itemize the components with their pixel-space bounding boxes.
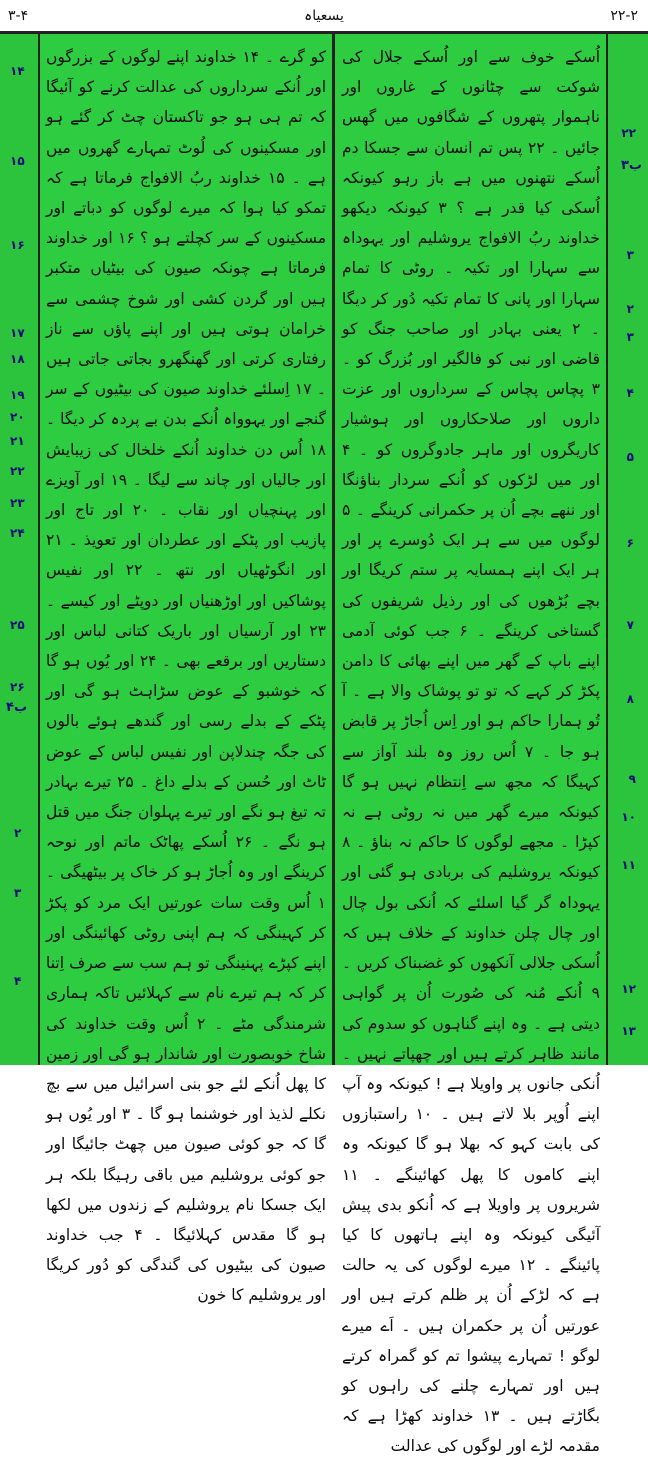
verse-number: ۱۹	[10, 388, 25, 402]
verse-number: ۱۲	[621, 982, 636, 996]
left-text-column: کو گرے ۔ ۱۴ خداوند اپنے لوگوں کے بزرگوں اور اُنکے سرداروں کی عدالت کرنے کو آئیگا کہ تم ہی ہو جو تاکستان چٹ کر گئے ہو اور مسکینوں کی لُوٹ تمہارے گھروں میں ہے ۔ ۱۵ خداوند ربُ الافواج فرماتا ہے کہ تمکو کیا ہوا کہ میرے لوگوں کو دباتے اور مسکینوں کے سر کچلتے ہو ؟ ۱۶ اور خداوند فرماتا ہے چونکہ صیون کی بیٹیاں متکبر ہیں اور گردن کشی اور شوخ چشمی سے خرامان ہوتی ہیں اور اپنے پاؤں سے ناز رفتاری کرتی اور گھنگھرو بجاتی جاتی ہیں ۔ ۱۷ اِسلئے خداوند صیون کی بیٹیوں کے سر گنجے اور یہوواہ اُنکے بدن بے پردہ کر دیگا ۔ ۱۸ اُس دن خداوند اُنکے خلخال کی زیبایش اور جالیاں اور چاند سے لیگا ۔ ۱۹ اور آویزے اور پہنچیاں اور نقاب ۔ ۲۰ اور تاج اور پازیب اور پٹکے اور عطردان اور تعویذ ۔ ۲۱ اور انگوٹھیاں اور نتھ ۔ ۲۲ اور نفیس پوشاکیں اور اوڑھنیاں اور دوپٹے اور کیسے ۔ ۲۳ اور آرسیاں اور باریک کتانی لباس اور دستاریں اور برقعے بھی ۔ ۲۴ اور یُوں ہو گا کہ خوشبو کے عوض سڑاہٹ ہو گی اور پٹکے کے بدلے رسی اور گندھے ہوئے بالوں کی جگہ چندلاپن اور نفیس لباس کے عوض ٹاٹ اور حُسن کے بدلے داغ ۔ ۲۵ تیرے بہادر تہ تیغ ہو نگے اور تیرے پہلوان جنگ میں قتل ہو نگے ۔ ۲۶ اُسکے پھاٹک ماتم اور نوحہ کرینگے اور وہ اُجاڑ ہو کر خاک پر بیٹھیگی ۔ ۱ اُس وقت سات عورتیں ایک مرد کو پکڑ کر کہینگی کہ ہم اپنی روٹی کھائینگی اور اپنے کپڑے پہنینگی تو ہم سب سے صرف اِتنا کر کہ ہم تیرے نام سے کہلائیں تاکہ ہماری شرمندگی مٹے ۔ ۲ اُس وقت خداوند کی شاخ خوبصورت اور شاندار ہو گی اور زمین کا پھل اُنکے لئے جو بنی اسرائیل میں سے بچ نکلے لذیذ اور خوشنما ہو گا ۔ ۳ اور یُوں ہو گا کہ جو کوئی صیون میں چھٹ جائیگا اور جو کوئی یروشلیم میں باقی رہیگا بلکہ ہر ایک جسکا نام یروشلیم کے زندوں میں لکھا ہو گا مقدس کہلائیگا ۔ ۴ جب خداوند صیون کی بیٹیوں کی گندگی کو دُور کریگا اور یروشلیم کا خون	[46, 48, 327, 1305]
page-body	[0, 34, 648, 1456]
verse-number: ۳	[14, 886, 22, 900]
left-verse-margin	[0, 34, 40, 1065]
column-divider	[332, 34, 335, 1065]
verse-number: ۲۳	[10, 496, 25, 510]
verse-number: ۲	[626, 302, 634, 316]
verse-number: ۲	[14, 826, 22, 840]
verse-number: ۱۳	[621, 1024, 636, 1038]
verse-number: ۳	[626, 248, 634, 262]
verse-number: ۲۱	[10, 434, 25, 448]
right-text-column: اُسکے خوف سے اور اُسکے جلال کی شوکت سے چٹانوں کے غاروں اور ناہموار پتھروں کے شگافوں میں گھس جائیں ۔ ۲۲ پس تم انسان سے جسکا دم اُسکے نتھنوں میں ہے باز رہو کیونکہ اُسکی کیا قدر ہے ؟ ۳ کیونکہ دیکھو خداوند ربُ الافواج یروشلیم اور یہوداہ سے سہارا اور تکیہ ۔ روٹی کا تمام سہارا اور پانی کا تمام تکیہ دُور کر دیگا ۔ ۲ یعنی بہادر اور صاحب جنگ کو قاضی اور نبی کو فالگیر اور بُزرگ کو ۔ ۳ پچاس پچاس کے سرداروں اور عزت داروں اور صلاحکاروں اور ہوشیار کاریگروں اور ماہر جادوگروں کو ۔ ۴ اور میں لڑکوں کو اُنکے سردار بناؤنگا اور ننھے بچے اُن پر حکمرانی کرینگے ۔ ۵ لوگوں میں سے ہر ایک دُوسرے پر اور ہر ایک اپنے ہمسایہ پر ستم کریگا اور بچے بُڑھوں کی اور رذیل شریفوں کی گستاخی کرینگے ۔ ۶ جب کوئی آدمی اپنے باپ کے گھر میں اپنے بھائی کا دامن پکڑ کر کہے کہ تو تو پوشاک والا ہے ۔ آ تُو ہمارا حاکم ہو اور اِس اُجاڑ پر قابض ہو جا ۔ ۷ اُس روز وہ بلند آواز سے کہیگا کہ مجھ سے اِنتظام نہیں ہو گا کیونکہ میرے گھر میں نہ روٹی ہے نہ کپڑا ۔ مجھے لوگوں کا حاکم نہ بناؤ ۔ ۸ کیونکہ یروشلیم کی بربادی ہو گئی اور یہوداہ گر گیا اسلئے کہ اُنکی بول چال اور چال چلن خداوند کے خلاف ہیں کہ اُسکی جلالی آنکھوں کو غضبناک کریں ۔ ۹ اُنکے مُنہ کی صُورت اُن پر گواہی دیتی ہے ۔ وہ اپنے گناہوں کو سدوم کی مانند ظاہر کرتے ہیں اور چھپاتے نہیں ۔ اُنکی جانوں پر واویلا ہے ! کیونکہ وہ آپ اپنے اُوپر بلا لاتے ہیں ۔ ۱۰ راستبازوں کی بابت کہو کہ بھلا ہو گا کیونکہ وہ اپنے کاموں کا پھل کھائینگے ۔ ۱۱ شریروں پر واویلا ہے کہ اُنکو بدی پیش آئیگی کیونکہ وہ اپنے ہاتھوں کا کیا پائینگے ۔ ۱۲ میرے لوگوں کی یہ حالت ہے کہ لڑکے اُن پر ظلم کرتے ہیں اور عورتیں اُن پر حکمران ہیں ۔ اَے میرے لوگو ! تمہارے پیشوا تم کو گمراہ کرتے ہیں اور تمہارے چلنے کی راہوں کو بگاڑتے ہیں ۔ ۱۳ خداوند کھڑا ہے کہ مقدمہ لڑے اور لوگوں کی عدالت	[342, 48, 600, 1456]
verse-number: ۲۲	[621, 126, 636, 140]
verse-number: ۲۶	[10, 680, 25, 694]
verse-number: ۴	[14, 974, 22, 988]
verse-number: ۱۸	[10, 352, 25, 366]
verse-number: ۱۱	[621, 858, 636, 872]
verse-number: ۱۶	[10, 238, 25, 252]
verse-number: ۱۷	[10, 326, 25, 340]
verse-number: ۱۴	[10, 64, 25, 78]
chapter-range-left: ۳-۴	[8, 8, 29, 24]
verse-number: ۷	[626, 618, 634, 632]
verse-number: ۲۵	[10, 618, 25, 632]
verse-number: ۶	[626, 536, 634, 550]
verse-number: ۲۰	[10, 410, 25, 424]
right-verse-margin	[606, 34, 648, 1065]
verse-number: ۲۲	[10, 464, 25, 478]
verse-number: ۹	[628, 772, 636, 786]
verse-number: ۸	[626, 692, 634, 706]
verse-number: ۲۴	[10, 526, 25, 540]
verse-number: ۴	[626, 386, 634, 400]
verse-number: ۳	[626, 330, 634, 344]
chapter-range-right: ۲۲-۲	[610, 8, 638, 24]
verse-number: ۵	[626, 450, 634, 464]
book-title: یسعیاہ	[304, 8, 344, 24]
chapter-marker: ۳ب	[620, 158, 642, 173]
verse-number: ۱۵	[10, 154, 25, 168]
page-header	[0, 0, 648, 34]
verse-number: ۱۰	[621, 810, 636, 824]
chapter-marker: ۴ب	[6, 700, 28, 715]
